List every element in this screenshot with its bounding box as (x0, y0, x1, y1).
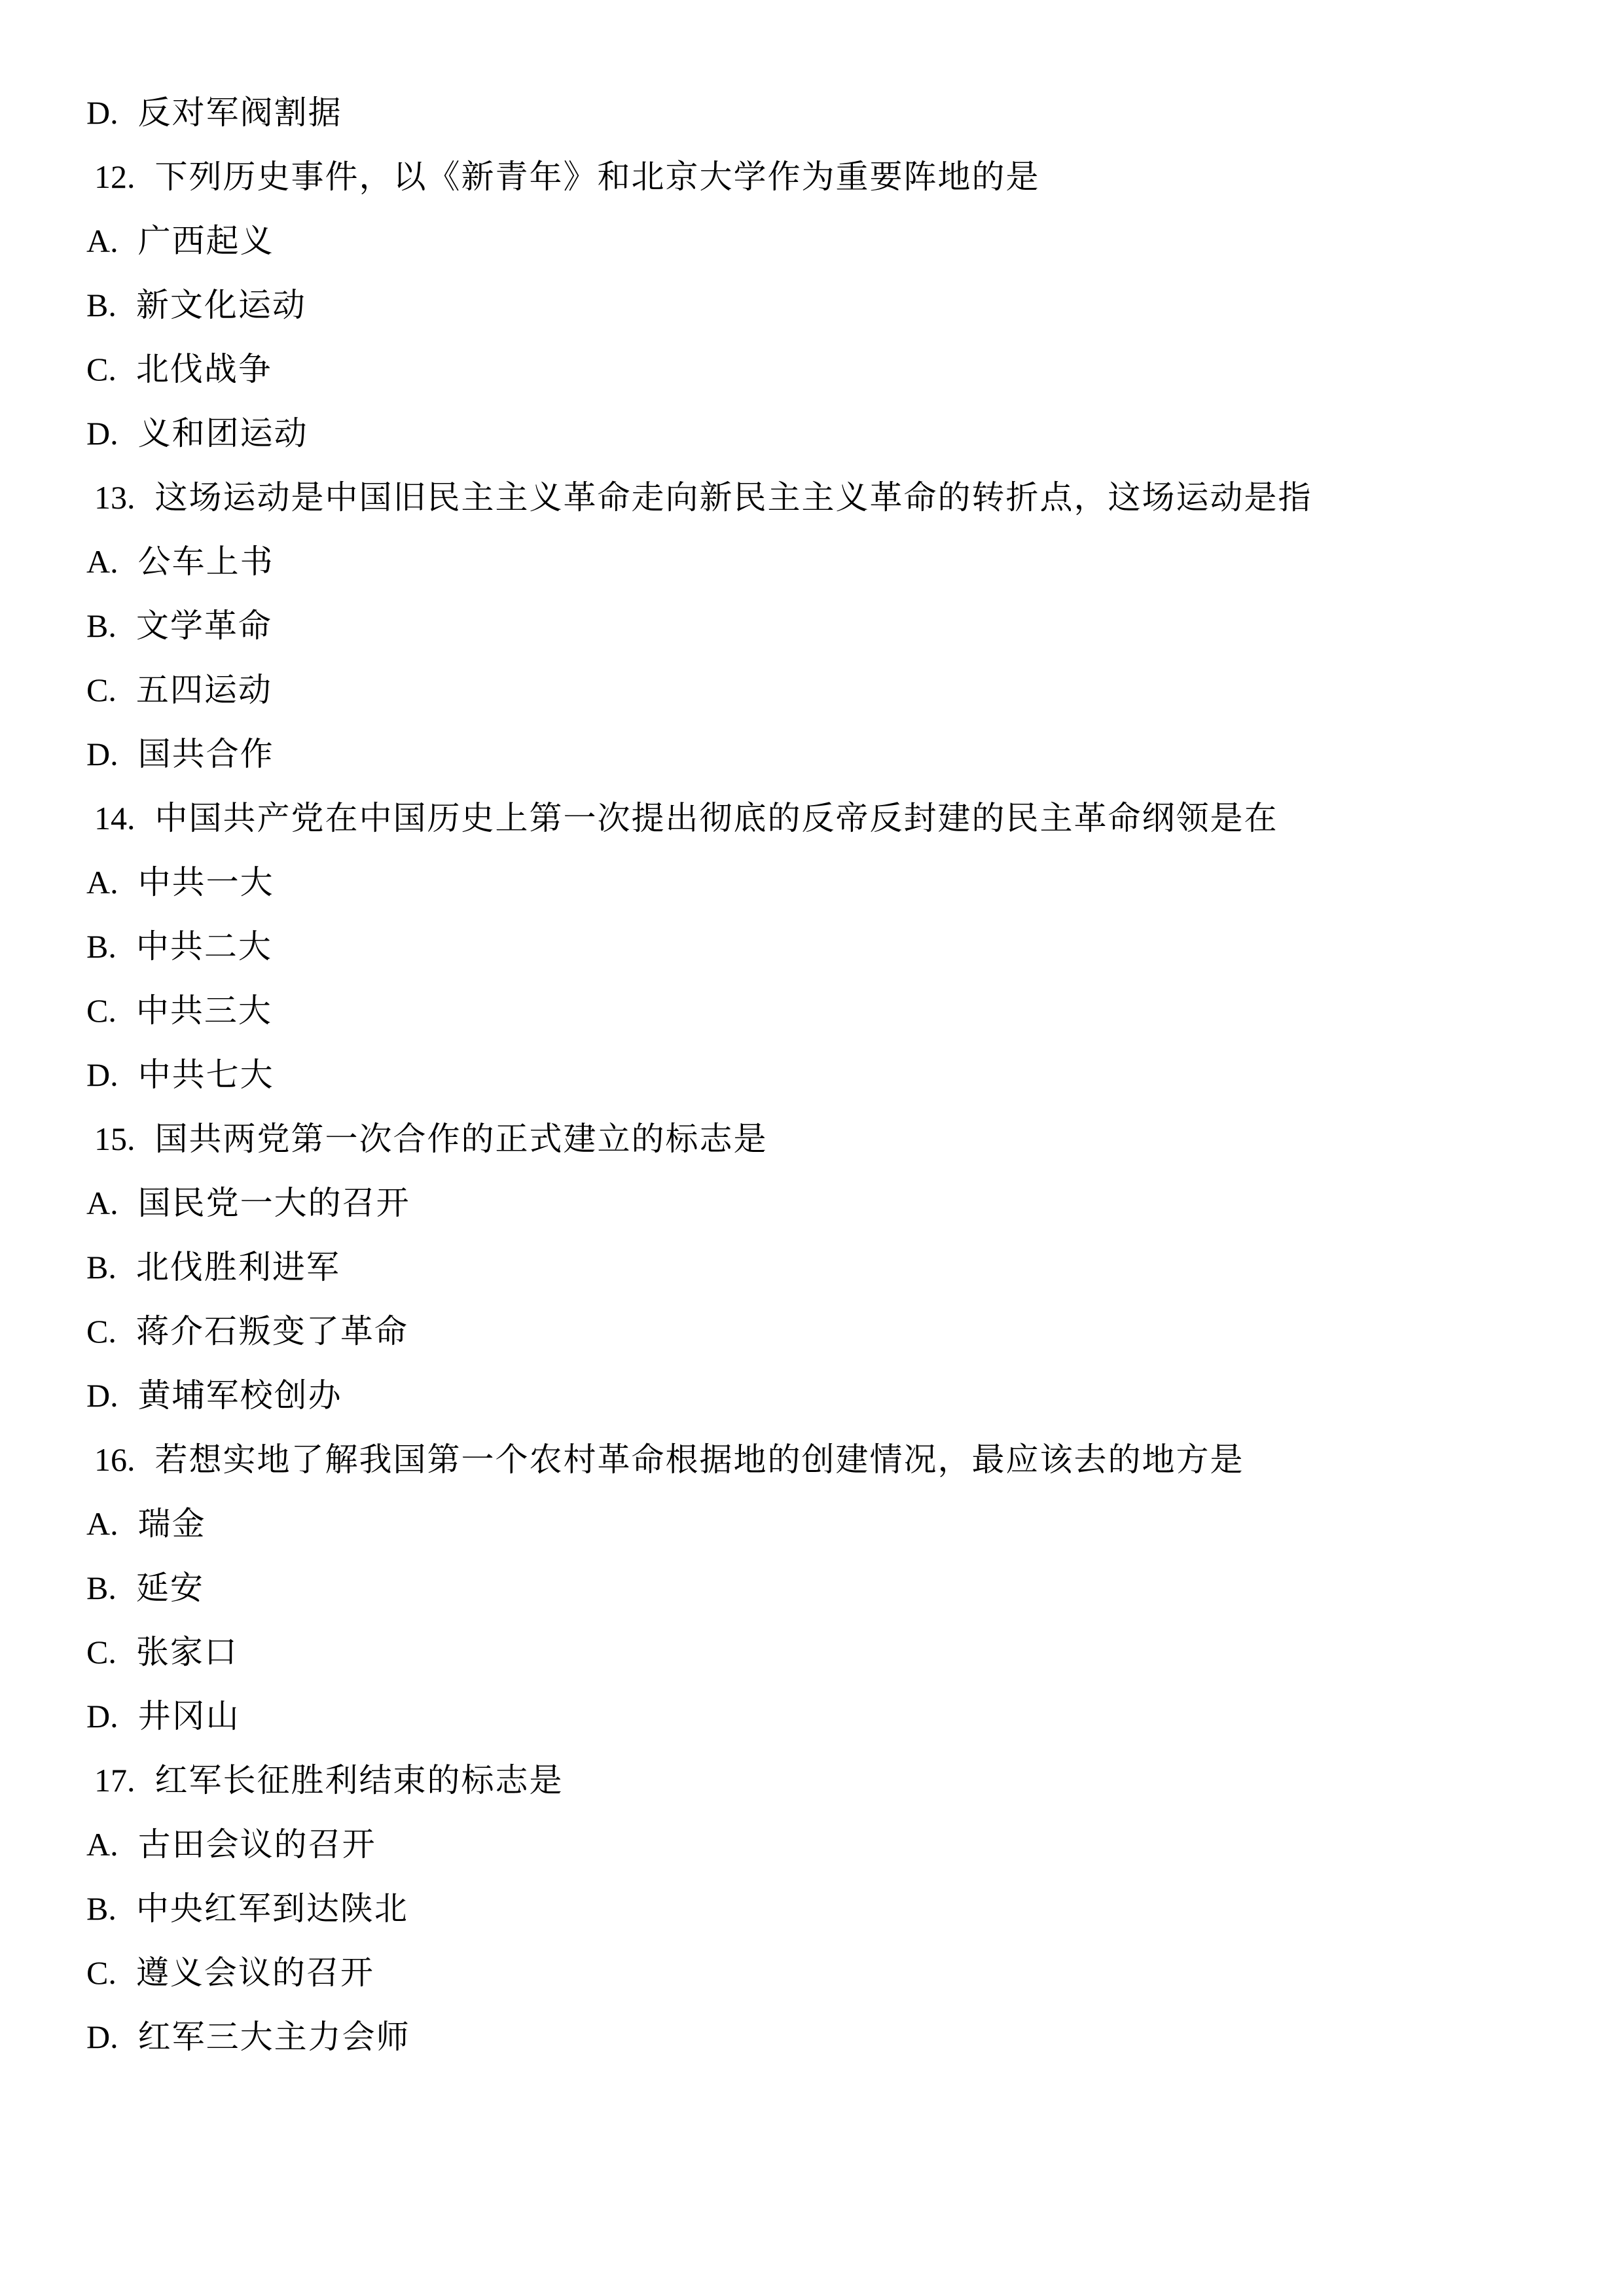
option-text: 新文化运动 (135, 287, 306, 323)
question-text: 这场运动是中国旧民主主义革命走向新民主主义革命的转折点，这场运动是指 (154, 479, 1312, 516)
option-line-17-c (86, 1941, 1572, 2005)
option-label: D. (86, 94, 118, 131)
question-text: 若想实地了解我国第一个农村革命根据地的创建情况，最应该去的地方是 (154, 1441, 1244, 1478)
option-label: C. (86, 351, 117, 387)
option-label: A. (86, 543, 118, 580)
option-line-12-a (86, 209, 1572, 273)
option-text: 瑞金 (137, 1505, 206, 1542)
option-line-17-a (86, 1812, 1572, 1876)
option-line-16-a (86, 1492, 1572, 1556)
option-text: 北伐战争 (135, 351, 272, 387)
option-text: 北伐胜利进军 (135, 1249, 340, 1285)
option-label: C. (86, 992, 117, 1029)
question-line-12 (86, 145, 1572, 209)
option-line-12-d (86, 401, 1572, 465)
option-text: 义和团运动 (137, 415, 308, 452)
option-line-13-c (86, 658, 1572, 722)
option-label: C. (86, 672, 117, 708)
question-line-16 (86, 1427, 1572, 1492)
option-line-14-a (86, 850, 1572, 914)
option-label: D. (86, 415, 118, 452)
option-line-14-d (86, 1043, 1572, 1107)
option-text: 黄埔军校创办 (137, 1377, 342, 1414)
option-label: B. (86, 1570, 117, 1606)
option-label: D. (86, 1377, 118, 1414)
option-text: 中共三大 (135, 992, 272, 1029)
question-text: 中国共产党在中国历史上第一次提出彻底的反帝反封建的民主革命纲领是在 (154, 800, 1278, 836)
option-label: B. (86, 607, 117, 644)
option-line-17-b (86, 1876, 1572, 1941)
option-line-15-d (86, 1363, 1572, 1427)
option-text: 国民党一大的召开 (137, 1185, 410, 1221)
option-label: B. (86, 1890, 117, 1927)
question-number: 12. (94, 158, 135, 195)
option-line-13-a (86, 529, 1572, 594)
option-text: 红军三大主力会师 (137, 2018, 410, 2055)
option-label: D. (86, 2018, 118, 2055)
question-line-13 (86, 465, 1572, 529)
option-text: 遵义会议的召开 (135, 1954, 374, 1991)
option-label: A. (86, 1185, 118, 1221)
option-label: D. (86, 736, 118, 772)
question-text: 国共两党第一次合作的正式建立的标志是 (154, 1121, 768, 1157)
option-label: A. (86, 1826, 118, 1863)
option-line-15-c (86, 1299, 1572, 1363)
option-label: B. (86, 287, 117, 323)
question-line-17 (86, 1748, 1572, 1812)
option-text: 中共二大 (135, 928, 272, 965)
option-line-12-b (86, 273, 1572, 337)
option-label: A. (86, 223, 118, 259)
option-text: 张家口 (135, 1634, 238, 1670)
option-line-14-c (86, 978, 1572, 1043)
option-label: A. (86, 864, 118, 901)
question-text: 下列历史事件，以《新青年》和北京大学作为重要阵地的是 (154, 158, 1040, 195)
option-text: 反对军阀割据 (137, 94, 342, 131)
option-text: 中共一大 (137, 864, 274, 901)
option-line-16-b (86, 1556, 1572, 1620)
option-text: 古田会议的召开 (137, 1826, 376, 1863)
option-label: B. (86, 1249, 117, 1285)
option-line-16-d (86, 1684, 1572, 1748)
option-text: 井冈山 (137, 1698, 240, 1734)
option-text: 延安 (135, 1570, 204, 1606)
option-line-15-a (86, 1171, 1572, 1235)
option-text: 公车上书 (137, 543, 274, 580)
option-line-15-b (86, 1235, 1572, 1299)
question-number: 16. (94, 1441, 135, 1478)
option-text: 五四运动 (135, 672, 272, 708)
option-line-11-d (86, 81, 1572, 145)
option-label: D. (86, 1056, 118, 1093)
question-line-15 (86, 1107, 1572, 1171)
option-label: C. (86, 1313, 117, 1350)
option-text: 国共合作 (137, 736, 274, 772)
question-text: 红军长征胜利结束的标志是 (154, 1762, 564, 1799)
option-text: 文学革命 (135, 607, 272, 644)
question-number: 14. (94, 800, 135, 836)
option-line-13-b (86, 594, 1572, 658)
option-label: C. (86, 1954, 117, 1991)
option-line-13-d (86, 722, 1572, 786)
option-text: 中央红军到达陕北 (135, 1890, 408, 1927)
option-text: 蒋介石叛变了革命 (135, 1313, 408, 1350)
question-line-14 (86, 786, 1572, 850)
option-line-16-c (86, 1620, 1572, 1684)
option-label: A. (86, 1505, 118, 1542)
question-number: 13. (94, 479, 135, 516)
option-label: D. (86, 1698, 118, 1734)
option-line-14-b (86, 914, 1572, 978)
question-number: 15. (94, 1121, 135, 1157)
option-line-17-d (86, 2005, 1572, 2069)
option-line-12-c (86, 337, 1572, 401)
option-label: C. (86, 1634, 117, 1670)
option-text: 中共七大 (137, 1056, 274, 1093)
option-label: B. (86, 928, 117, 965)
question-number: 17. (94, 1762, 135, 1799)
option-text: 广西起义 (137, 223, 274, 259)
